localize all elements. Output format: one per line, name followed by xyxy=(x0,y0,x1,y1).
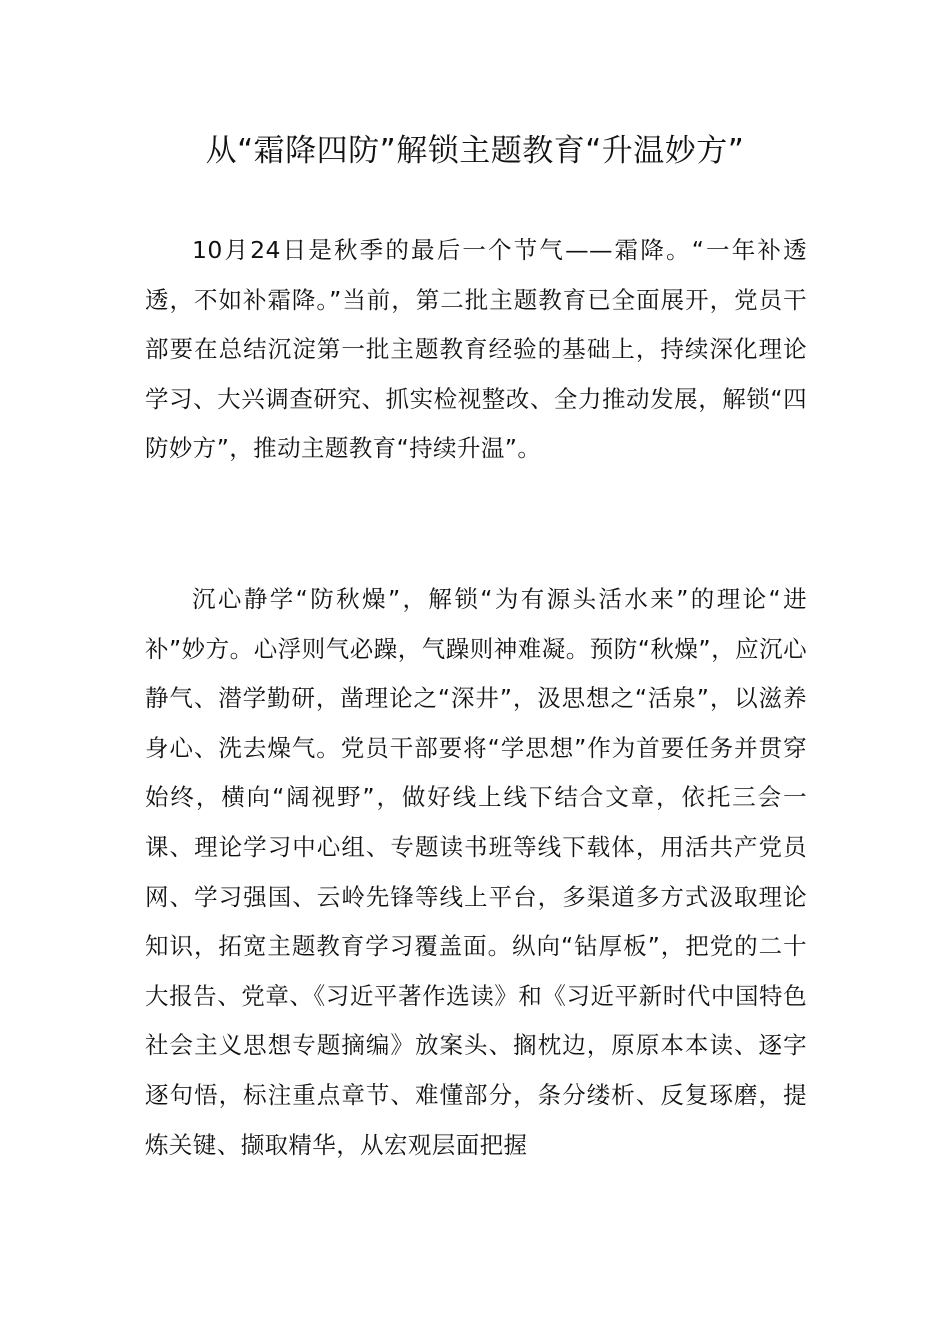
document-title: 从“霜降四防”解锁主题教育“升温妙方” xyxy=(205,133,745,169)
paragraph-intro: 10月24日是秋季的最后一个节气——霜降。“一年补透透，不如补霜降。”当前，第二批主题教育已全面展开，党员干部要在总结沉淀第一批主题教育经验的基础上，持续深化理论学习、大兴调查研究、抓实检视整改、全力推动发展，解锁“四防妙方”，推动主题教育“持续升温”。 xyxy=(145,236,807,463)
paragraph-theory-study: 沉心静学“防秋燥”，解锁“为有源头活水来”的理论“进补”妙方。心浮则气必躁，气躁则神难凝。预防“秋燥”，应沉心静气、潜学勤研，凿理论之“深井”，汲思想之“活泉”，以滋养身心、洗去燥气。党员干部要将“学思想”作为首要任务并贯穿始终，横向“阔视野”，做好线上线下结合文章，依托三会一课、理论学习中心组、专题读书班等线下载体，用活共产党员网、学习强国、云岭先锋等线上平台，多渠道多方式汲取理论知识，拓宽主题教育学习覆盖面。纵向“钻厚板”，把党的二十大报告、党章、《习近平著作选读》和《习近平新时代中国特色社会主义思想专题摘编》放案头、搁枕边，原原本本读、逐字逐句悟，标注重点章节、难懂部分，条分缕析、反复琢磨，提炼关键、撷取精华，从宏观层面把握 xyxy=(145,585,807,1159)
